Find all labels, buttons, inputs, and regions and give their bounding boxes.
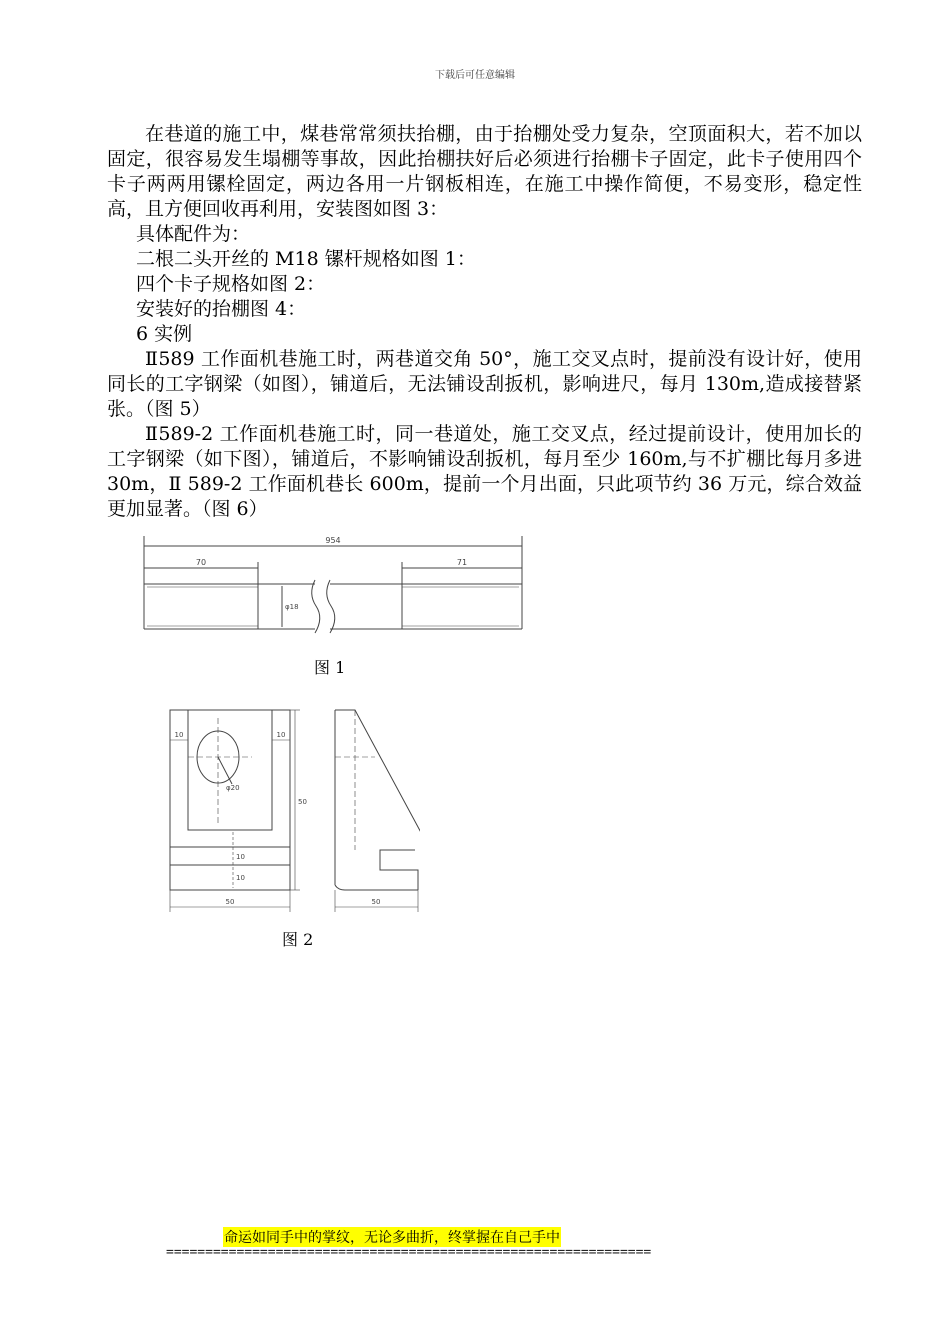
fig1-dim-left: 70 [195,558,207,567]
document-body [107,122,862,522]
fig1-dim-total: 954 [325,536,341,545]
fig2-dim-height: 50 [298,798,307,806]
paragraph-parts: 具体配件为： [136,223,251,245]
footer-quote: 命运如同手中的掌纹，无论多曲折，终掌握在自己手中 [223,1227,561,1247]
fig2-dim-top-left: 10 [174,731,184,739]
paragraph-clamp: 四个卡子规格如图 2： [136,273,326,295]
fig2-dim-top-right: 10 [276,731,286,739]
figure-1-caption: 图 1 [314,658,346,677]
section-heading-example: 6 实例 [136,323,193,345]
fig2-dim-width-front: 50 [225,898,235,906]
fig2-dim-slot-1: 10 [236,853,245,861]
fig2-dim-width-side: 50 [371,898,381,906]
fig1-dim-height: φ18 [285,603,299,611]
fig2-dim-slot-2: 10 [236,874,245,882]
paragraph-bolt: 二根二头开丝的 M18 镙杆规格如图 1： [136,248,476,270]
figure-2-clamp-drawing [160,700,420,920]
paragraph-example-1: Ⅱ589 工作面机巷施工时，两巷道交角 50°，施工交叉点时，提前没有设计好，使用同长的工字钢梁（如图），铺道后，无法铺设刮扳机，影响进尺，每月 130m,造成接替紧张。（图 5） [107,348,862,420]
page-header: 下载后可任意编辑 [435,70,515,81]
figure-1-bolt-drawing [130,532,550,642]
paragraph-installed: 安装好的抬棚图 4： [136,298,307,320]
paragraph-example-2: Ⅱ589-2 工作面机巷施工时，同一巷道处，施工交叉点，经过提前设计，使用加长的工字钢梁（如下图），铺道后，不影响铺设刮扳机，每月至少 160m,与不扩棚比每月多进 30m，Ⅱ 589-2 工作面机巷长 600m，提前一个月出面，只此项节约 36 万元，综合效益更加显著。（图 6） [107,423,862,520]
footer-divider: ============================================================== [166,1245,652,1260]
paragraph-intro: 在巷道的施工中，煤巷常常须扶抬棚，由于抬棚处受力复杂，空顶面积大，若不加以固定，很容易发生塌棚等事故，因此抬棚扶好后必须进行抬棚卡子固定，此卡子使用四个卡子两两用镙栓固定，两边各用一片钢板相连，在施工中操作简便，不易变形，稳定性高，且方便回收再利用，安装图如图 3： [107,123,862,220]
figure-2-caption: 图 2 [282,930,314,949]
fig2-dim-hole: φ20 [226,784,240,792]
fig1-dim-right: 71 [456,558,468,567]
